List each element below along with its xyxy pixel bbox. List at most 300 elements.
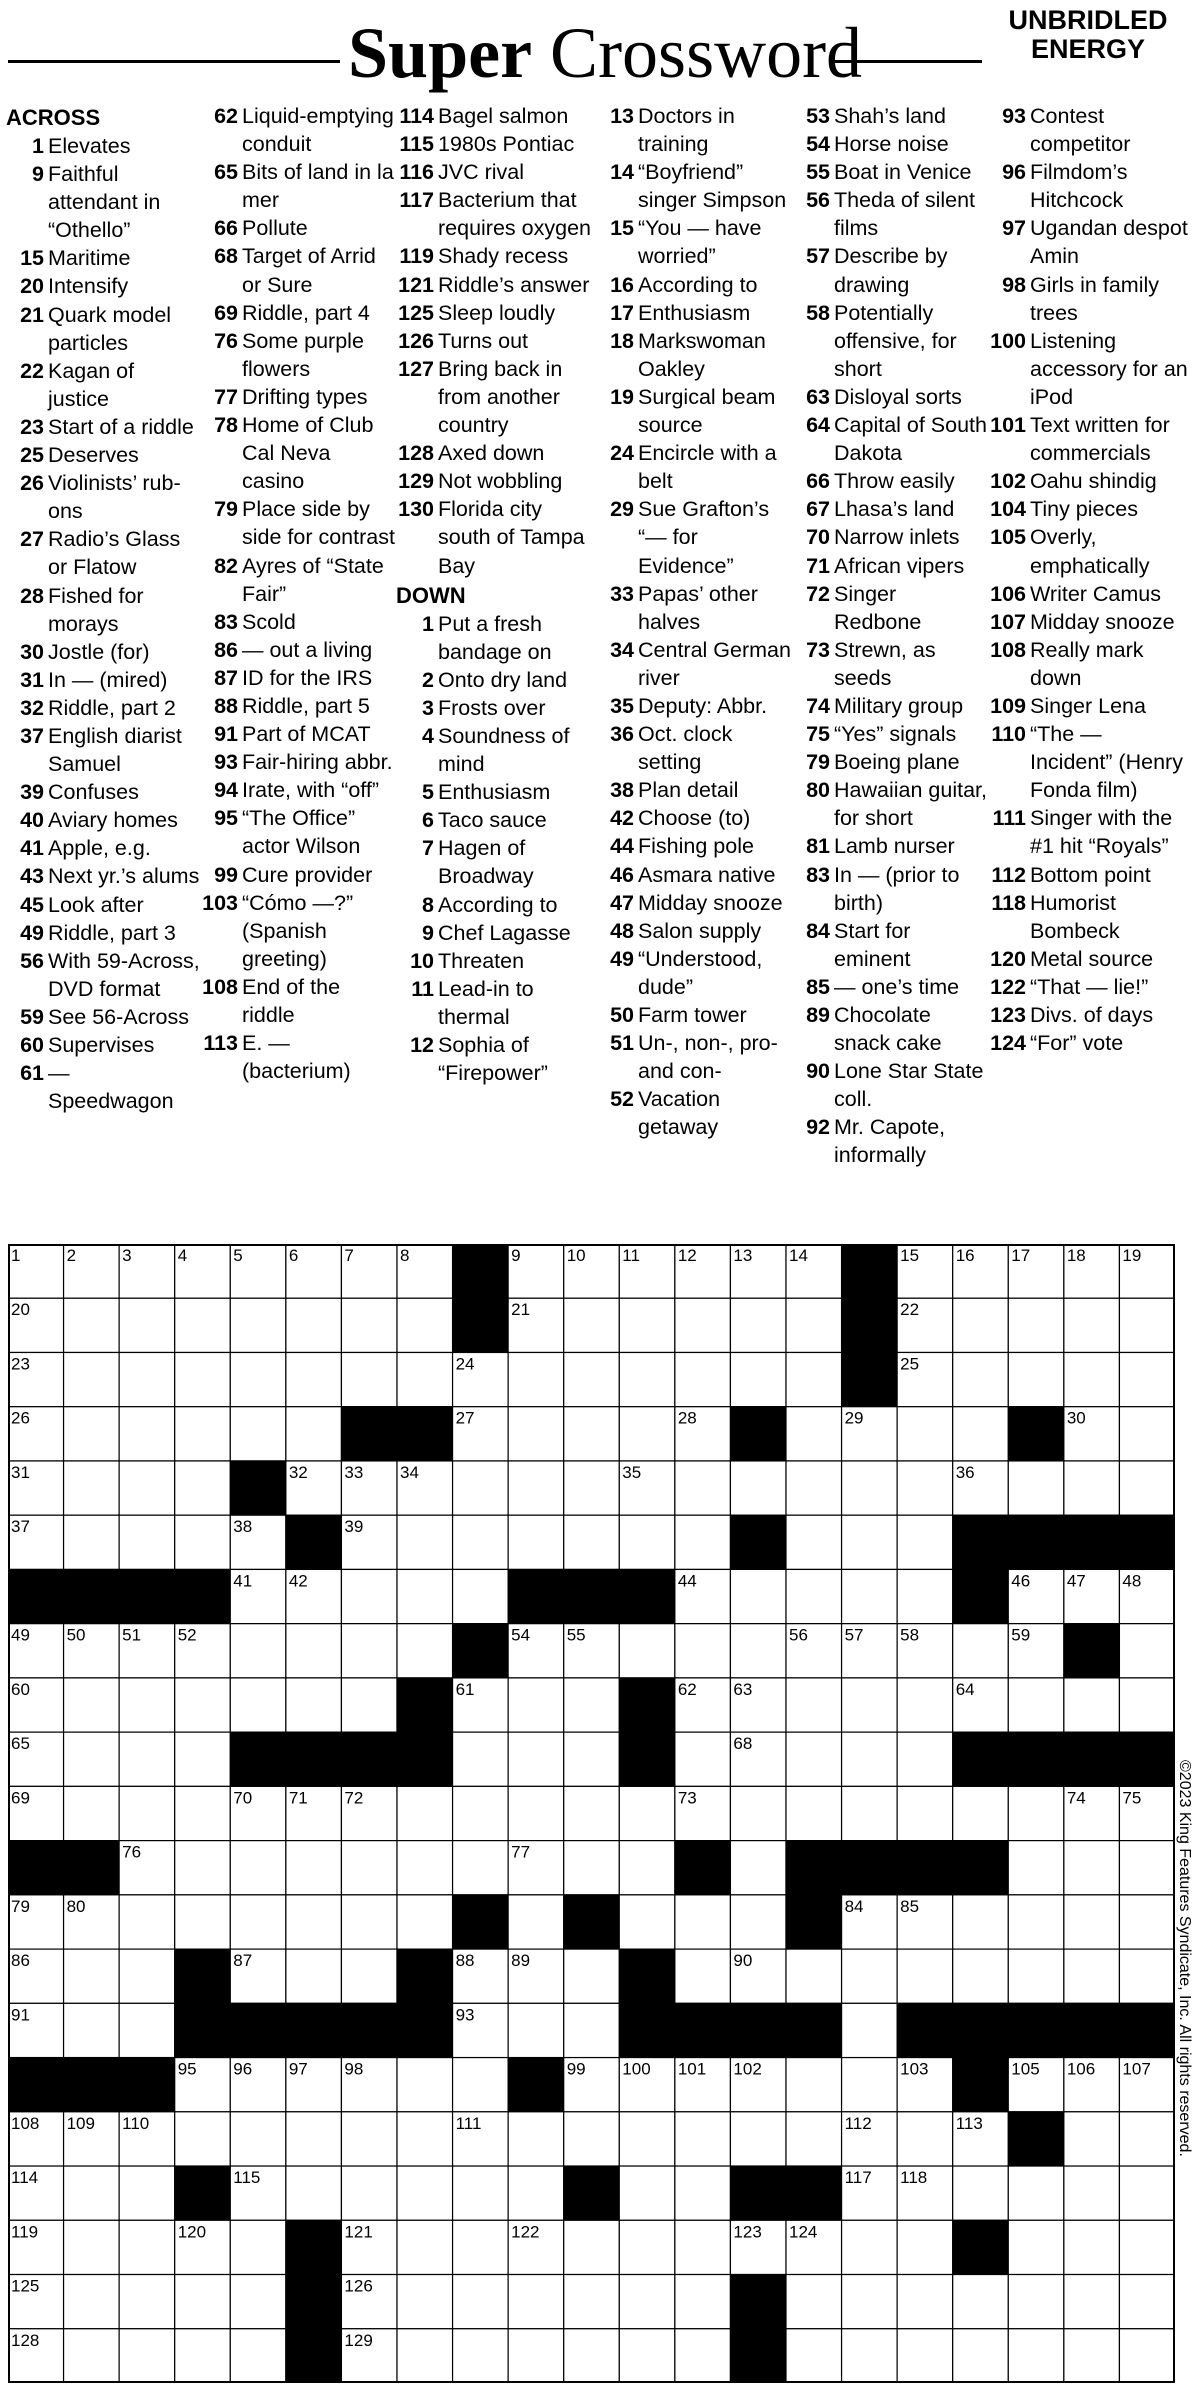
clue-across-61[interactable] — [6, 1059, 200, 1115]
clue-across-115[interactable] — [396, 130, 596, 158]
grid-cell[interactable] — [175, 1786, 231, 1840]
grid-cell[interactable] — [1008, 1786, 1064, 1840]
grid-cell[interactable] — [64, 2003, 120, 2057]
grid-cell[interactable] — [675, 2112, 731, 2166]
clue-across-69[interactable] — [200, 299, 396, 327]
clue-across-130[interactable] — [396, 495, 596, 579]
grid-cell[interactable] — [1064, 2112, 1120, 2166]
grid-cell[interactable] — [119, 2275, 175, 2329]
grid-cell[interactable] — [341, 1841, 397, 1895]
grid-cell[interactable] — [564, 1298, 620, 1352]
grid-cell[interactable] — [397, 2220, 453, 2274]
grid-cell[interactable] — [619, 2166, 675, 2220]
grid-cell[interactable] — [1064, 1678, 1120, 1732]
grid-cell[interactable] — [730, 1624, 786, 1678]
grid-cell[interactable] — [341, 1624, 397, 1678]
clue-down-53[interactable] — [792, 102, 988, 130]
grid-cell[interactable] — [564, 1786, 620, 1840]
clue-across-23[interactable] — [6, 413, 200, 441]
grid-cell[interactable] — [730, 1461, 786, 1515]
clue-across-41[interactable] — [6, 834, 200, 862]
grid-cell[interactable] — [1064, 1461, 1120, 1515]
grid-cell[interactable] — [119, 1949, 175, 2003]
grid-cell[interactable] — [675, 1624, 731, 1678]
grid-cell[interactable] — [1008, 1895, 1064, 1949]
clue-across-27[interactable] — [6, 525, 200, 581]
clue-across-78[interactable] — [200, 411, 396, 495]
grid-cell[interactable] — [564, 1841, 620, 1895]
grid-cell[interactable] — [230, 2112, 286, 2166]
grid-cell[interactable] — [453, 1732, 509, 1786]
clue-across-9[interactable] — [6, 160, 200, 244]
clue-down-13[interactable] — [596, 102, 792, 158]
grid-cell[interactable] — [341, 1569, 397, 1623]
clue-down-51[interactable] — [596, 1029, 792, 1085]
grid-cell[interactable] — [564, 1515, 620, 1569]
clue-across-30[interactable] — [6, 638, 200, 666]
grid-cell[interactable] — [730, 1298, 786, 1352]
grid-cell[interactable] — [953, 1895, 1009, 1949]
grid-cell[interactable] — [1008, 2329, 1064, 2383]
grid-cell[interactable] — [786, 1352, 842, 1406]
grid-cell[interactable] — [619, 2329, 675, 2383]
clue-down-5[interactable] — [396, 778, 596, 806]
clue-down-73[interactable] — [792, 636, 988, 692]
clue-across-32[interactable] — [6, 694, 200, 722]
clue-down-96[interactable] — [988, 158, 1188, 214]
grid-cell[interactable] — [842, 2058, 898, 2112]
grid-cell[interactable] — [508, 1515, 564, 1569]
grid-cell[interactable] — [230, 1895, 286, 1949]
grid-cell[interactable] — [64, 1678, 120, 1732]
grid-cell[interactable] — [786, 1569, 842, 1623]
grid-cell[interactable] — [1119, 2275, 1175, 2329]
grid-cell[interactable] — [508, 1352, 564, 1406]
clue-down-16[interactable] — [596, 271, 792, 299]
grid-cell[interactable] — [842, 1678, 898, 1732]
clue-across-66[interactable] — [200, 214, 396, 242]
clue-down-8[interactable] — [396, 891, 596, 919]
clue-down-109[interactable] — [988, 692, 1188, 720]
grid-cell[interactable] — [397, 1298, 453, 1352]
clue-down-120[interactable] — [988, 945, 1188, 973]
grid-cell[interactable] — [1064, 1298, 1120, 1352]
clue-down-122[interactable] — [988, 973, 1188, 1001]
grid-cell[interactable] — [564, 2003, 620, 2057]
grid-cell[interactable] — [64, 1407, 120, 1461]
grid-cell[interactable] — [508, 2329, 564, 2383]
grid-cell[interactable] — [564, 2112, 620, 2166]
grid-cell[interactable] — [453, 1841, 509, 1895]
grid-cell[interactable] — [119, 1515, 175, 1569]
grid-cell[interactable] — [1008, 1841, 1064, 1895]
grid-cell[interactable] — [508, 1678, 564, 1732]
clue-down-104[interactable] — [988, 495, 1188, 523]
grid-cell[interactable] — [341, 1352, 397, 1406]
clue-down-66[interactable] — [792, 467, 988, 495]
grid-cell[interactable] — [564, 2329, 620, 2383]
grid-cell[interactable] — [564, 1678, 620, 1732]
clue-across-45[interactable] — [6, 891, 200, 919]
grid-cell[interactable] — [564, 1949, 620, 2003]
grid-cell[interactable] — [341, 1895, 397, 1949]
grid-cell[interactable] — [786, 1786, 842, 1840]
grid-cell[interactable] — [619, 1786, 675, 1840]
grid-cell[interactable] — [1064, 1352, 1120, 1406]
grid-cell[interactable] — [508, 2166, 564, 2220]
grid-cell[interactable] — [119, 1407, 175, 1461]
clue-across-128[interactable] — [396, 439, 596, 467]
grid-cell[interactable] — [175, 1515, 231, 1569]
grid-cell[interactable] — [64, 2329, 120, 2383]
grid-cell[interactable] — [1064, 1841, 1120, 1895]
grid-cell[interactable] — [286, 1841, 342, 1895]
grid-cell[interactable] — [786, 1678, 842, 1732]
grid-cell[interactable] — [675, 2329, 731, 2383]
grid-cell[interactable] — [619, 2112, 675, 2166]
grid-cell[interactable] — [508, 2003, 564, 2057]
clue-across-116[interactable] — [396, 158, 596, 186]
clue-across-76[interactable] — [200, 327, 396, 383]
clue-across-127[interactable] — [396, 355, 596, 439]
clue-down-34[interactable] — [596, 636, 792, 692]
grid-cell[interactable] — [897, 1407, 953, 1461]
grid-cell[interactable] — [64, 1732, 120, 1786]
grid-cell[interactable] — [619, 1407, 675, 1461]
grid-cell[interactable] — [286, 1949, 342, 2003]
clue-down-63[interactable] — [792, 383, 988, 411]
clue-down-52[interactable] — [596, 1085, 792, 1141]
grid-cell[interactable] — [1008, 1678, 1064, 1732]
grid-cell[interactable] — [842, 1949, 898, 2003]
grid-cell[interactable] — [897, 1678, 953, 1732]
grid-cell[interactable] — [286, 1407, 342, 1461]
clue-down-57[interactable] — [792, 242, 988, 298]
grid-cell[interactable] — [1008, 2220, 1064, 2274]
grid-cell[interactable] — [842, 1515, 898, 1569]
clue-down-70[interactable] — [792, 523, 988, 551]
clue-down-55[interactable] — [792, 158, 988, 186]
clue-across-99[interactable] — [200, 861, 396, 889]
grid-cell[interactable] — [230, 1841, 286, 1895]
clue-down-97[interactable] — [988, 214, 1188, 270]
grid-cell[interactable] — [453, 2166, 509, 2220]
clue-across-49[interactable] — [6, 919, 200, 947]
clue-down-17[interactable] — [596, 299, 792, 327]
clue-down-15[interactable] — [596, 214, 792, 270]
clue-down-102[interactable] — [988, 467, 1188, 495]
grid-cell[interactable] — [397, 1786, 453, 1840]
grid-cell[interactable] — [64, 1298, 120, 1352]
grid-cell[interactable] — [397, 2329, 453, 2383]
grid-cell[interactable] — [1119, 1298, 1175, 1352]
grid-cell[interactable] — [730, 1569, 786, 1623]
clue-across-86[interactable] — [200, 636, 396, 664]
grid-cell[interactable] — [64, 1949, 120, 2003]
grid-cell[interactable] — [453, 1461, 509, 1515]
grid-cell[interactable] — [619, 2275, 675, 2329]
clue-across-1[interactable] — [6, 132, 200, 160]
grid-cell[interactable] — [453, 2275, 509, 2329]
grid-cell[interactable] — [175, 1678, 231, 1732]
grid-cell[interactable] — [953, 2329, 1009, 2383]
clue-down-89[interactable] — [792, 1001, 988, 1057]
grid-cell[interactable] — [564, 1461, 620, 1515]
grid-cell[interactable] — [953, 2275, 1009, 2329]
grid-cell[interactable] — [508, 1461, 564, 1515]
clue-across-88[interactable] — [200, 692, 396, 720]
grid-cell[interactable] — [508, 1895, 564, 1949]
grid-cell[interactable] — [619, 1515, 675, 1569]
clue-down-72[interactable] — [792, 580, 988, 636]
clue-across-39[interactable] — [6, 778, 200, 806]
clue-down-112[interactable] — [988, 861, 1188, 889]
grid-cell[interactable] — [842, 2329, 898, 2383]
grid-cell[interactable] — [675, 1461, 731, 1515]
clue-down-1[interactable] — [396, 610, 596, 666]
grid-cell[interactable] — [119, 1352, 175, 1406]
grid-cell[interactable] — [786, 1732, 842, 1786]
clue-across-117[interactable] — [396, 186, 596, 242]
grid-cell[interactable] — [897, 1732, 953, 1786]
clue-down-12[interactable] — [396, 1031, 596, 1087]
clue-down-42[interactable] — [596, 804, 792, 832]
grid-cell[interactable] — [508, 2112, 564, 2166]
grid-cell[interactable] — [119, 2220, 175, 2274]
grid-cell[interactable] — [842, 2003, 898, 2057]
grid-cell[interactable] — [953, 1298, 1009, 1352]
grid-cell[interactable] — [1008, 1352, 1064, 1406]
grid-cell[interactable] — [397, 2058, 453, 2112]
grid-cell[interactable] — [230, 1298, 286, 1352]
grid-cell[interactable] — [619, 1895, 675, 1949]
grid-cell[interactable] — [897, 2220, 953, 2274]
clue-down-56[interactable] — [792, 186, 988, 242]
grid-cell[interactable] — [953, 1352, 1009, 1406]
clue-across-25[interactable] — [6, 441, 200, 469]
grid-cell[interactable] — [397, 2166, 453, 2220]
grid-cell[interactable] — [1119, 2329, 1175, 2383]
grid-cell[interactable] — [619, 1352, 675, 1406]
clue-down-19[interactable] — [596, 383, 792, 439]
clue-across-37[interactable] — [6, 722, 200, 778]
grid-cell[interactable] — [730, 1895, 786, 1949]
clue-down-36[interactable] — [596, 720, 792, 776]
clue-down-29[interactable] — [596, 495, 792, 579]
clue-down-71[interactable] — [792, 552, 988, 580]
clue-across-129[interactable] — [396, 467, 596, 495]
grid-cell[interactable] — [619, 1298, 675, 1352]
grid-cell[interactable] — [730, 2112, 786, 2166]
clue-down-48[interactable] — [596, 917, 792, 945]
grid-cell[interactable] — [453, 2220, 509, 2274]
grid-cell[interactable] — [953, 1949, 1009, 2003]
grid-cell[interactable] — [1008, 2166, 1064, 2220]
clue-down-33[interactable] — [596, 580, 792, 636]
clue-across-40[interactable] — [6, 806, 200, 834]
grid-cell[interactable] — [953, 1624, 1009, 1678]
clue-down-85[interactable] — [792, 973, 988, 1001]
grid-cell[interactable] — [397, 1515, 453, 1569]
grid-cell[interactable] — [786, 1461, 842, 1515]
grid-cell[interactable] — [842, 1461, 898, 1515]
clue-across-22[interactable] — [6, 357, 200, 413]
grid-cell[interactable] — [64, 2220, 120, 2274]
clue-across-28[interactable] — [6, 582, 200, 638]
grid-cell[interactable] — [564, 1352, 620, 1406]
clue-down-80[interactable] — [792, 776, 988, 832]
grid-cell[interactable] — [175, 2275, 231, 2329]
grid-cell[interactable] — [64, 1461, 120, 1515]
clue-down-123[interactable] — [988, 1001, 1188, 1029]
grid-cell[interactable] — [1119, 1461, 1175, 1515]
grid-cell[interactable] — [1119, 1949, 1175, 2003]
clue-down-50[interactable] — [596, 1001, 792, 1029]
grid-cell[interactable] — [897, 1461, 953, 1515]
clue-down-4[interactable] — [396, 722, 596, 778]
clue-across-68[interactable] — [200, 242, 396, 298]
clue-across-125[interactable] — [396, 299, 596, 327]
grid-cell[interactable] — [175, 1461, 231, 1515]
grid-cell[interactable] — [730, 1841, 786, 1895]
grid-cell[interactable] — [119, 2329, 175, 2383]
clue-down-58[interactable] — [792, 299, 988, 383]
clue-down-111[interactable] — [988, 804, 1188, 860]
clue-down-106[interactable] — [988, 580, 1188, 608]
clue-down-49[interactable] — [596, 945, 792, 1001]
grid-cell[interactable] — [453, 2329, 509, 2383]
grid-cell[interactable] — [397, 1352, 453, 1406]
grid-cell[interactable] — [341, 1298, 397, 1352]
clue-across-103[interactable] — [200, 889, 396, 973]
grid-cell[interactable] — [619, 2220, 675, 2274]
clue-across-91[interactable] — [200, 720, 396, 748]
clue-down-83[interactable] — [792, 861, 988, 917]
grid-cell[interactable] — [842, 2275, 898, 2329]
grid-svg[interactable] — [8, 1244, 1175, 2383]
grid-cell[interactable] — [397, 1624, 453, 1678]
clue-down-9[interactable] — [396, 919, 596, 947]
grid-cell[interactable] — [619, 1624, 675, 1678]
grid-cell[interactable] — [286, 2166, 342, 2220]
grid-cell[interactable] — [1064, 1949, 1120, 2003]
grid-cell[interactable] — [397, 2112, 453, 2166]
grid-cell[interactable] — [897, 1949, 953, 2003]
grid-cell[interactable] — [897, 2112, 953, 2166]
clue-across-119[interactable] — [396, 242, 596, 270]
clue-down-44[interactable] — [596, 832, 792, 860]
grid-cell[interactable] — [1008, 2275, 1064, 2329]
grid-cell[interactable] — [230, 2275, 286, 2329]
clue-down-64[interactable] — [792, 411, 988, 467]
grid-cell[interactable] — [842, 1569, 898, 1623]
grid-cell[interactable] — [508, 2275, 564, 2329]
grid-cell[interactable] — [1119, 1407, 1175, 1461]
grid-cell[interactable] — [953, 2166, 1009, 2220]
grid-cell[interactable] — [1119, 2112, 1175, 2166]
grid-cell[interactable] — [230, 1624, 286, 1678]
grid-cell[interactable] — [730, 1786, 786, 1840]
grid-cell[interactable] — [897, 1786, 953, 1840]
clue-down-81[interactable] — [792, 832, 988, 860]
grid-cell[interactable] — [786, 2112, 842, 2166]
clue-across-108[interactable] — [200, 973, 396, 1029]
clue-down-110[interactable] — [988, 720, 1188, 804]
grid-cell[interactable] — [675, 1298, 731, 1352]
grid-cell[interactable] — [1064, 2220, 1120, 2274]
grid-cell[interactable] — [286, 1624, 342, 1678]
grid-cell[interactable] — [675, 1352, 731, 1406]
grid-cell[interactable] — [1119, 1678, 1175, 1732]
grid-cell[interactable] — [286, 1298, 342, 1352]
grid-cell[interactable] — [675, 1732, 731, 1786]
clue-down-100[interactable] — [988, 327, 1188, 411]
grid-cell[interactable] — [175, 1841, 231, 1895]
grid-cell[interactable] — [453, 1786, 509, 1840]
grid-cell[interactable] — [397, 1895, 453, 1949]
clue-down-6[interactable] — [396, 806, 596, 834]
grid-cell[interactable] — [508, 1407, 564, 1461]
clue-across-56[interactable] — [6, 947, 200, 1003]
clue-down-124[interactable] — [988, 1029, 1188, 1057]
clue-across-121[interactable] — [396, 271, 596, 299]
clue-across-31[interactable] — [6, 666, 200, 694]
grid-cell[interactable] — [1008, 1461, 1064, 1515]
clue-across-60[interactable] — [6, 1031, 200, 1059]
clue-down-14[interactable] — [596, 158, 792, 214]
grid-cell[interactable] — [564, 1407, 620, 1461]
clue-across-15[interactable] — [6, 244, 200, 272]
grid-cell[interactable] — [786, 2275, 842, 2329]
grid-cell[interactable] — [675, 1949, 731, 2003]
clue-across-93[interactable] — [200, 748, 396, 776]
grid-cell[interactable] — [64, 2166, 120, 2220]
clue-down-92[interactable] — [792, 1113, 988, 1169]
clue-down-108[interactable] — [988, 636, 1188, 692]
grid-cell[interactable] — [897, 2329, 953, 2383]
clue-across-95[interactable] — [200, 804, 396, 860]
clue-down-118[interactable] — [988, 889, 1188, 945]
clue-down-67[interactable] — [792, 495, 988, 523]
grid-cell[interactable] — [675, 1895, 731, 1949]
grid-cell[interactable] — [286, 1895, 342, 1949]
grid-cell[interactable] — [119, 1732, 175, 1786]
grid-cell[interactable] — [1008, 1298, 1064, 1352]
clue-across-21[interactable] — [6, 301, 200, 357]
clue-across-82[interactable] — [200, 552, 396, 608]
clue-down-38[interactable] — [596, 776, 792, 804]
grid-cell[interactable] — [397, 2275, 453, 2329]
clue-down-24[interactable] — [596, 439, 792, 495]
grid-cell[interactable] — [119, 1298, 175, 1352]
grid-cell[interactable] — [508, 1732, 564, 1786]
grid-cell[interactable] — [230, 1407, 286, 1461]
clue-across-43[interactable] — [6, 862, 200, 890]
grid-cell[interactable] — [175, 1298, 231, 1352]
grid-cell[interactable] — [230, 2220, 286, 2274]
clue-across-83[interactable] — [200, 608, 396, 636]
grid-cell[interactable] — [953, 1407, 1009, 1461]
grid-cell[interactable] — [786, 1407, 842, 1461]
clue-across-113[interactable] — [200, 1029, 396, 1085]
grid-cell[interactable] — [286, 1678, 342, 1732]
clue-down-35[interactable] — [596, 692, 792, 720]
grid-cell[interactable] — [64, 1352, 120, 1406]
grid-cell[interactable] — [786, 2058, 842, 2112]
grid-cell[interactable] — [230, 1352, 286, 1406]
grid-cell[interactable] — [341, 2166, 397, 2220]
clue-across-59[interactable] — [6, 1003, 200, 1031]
